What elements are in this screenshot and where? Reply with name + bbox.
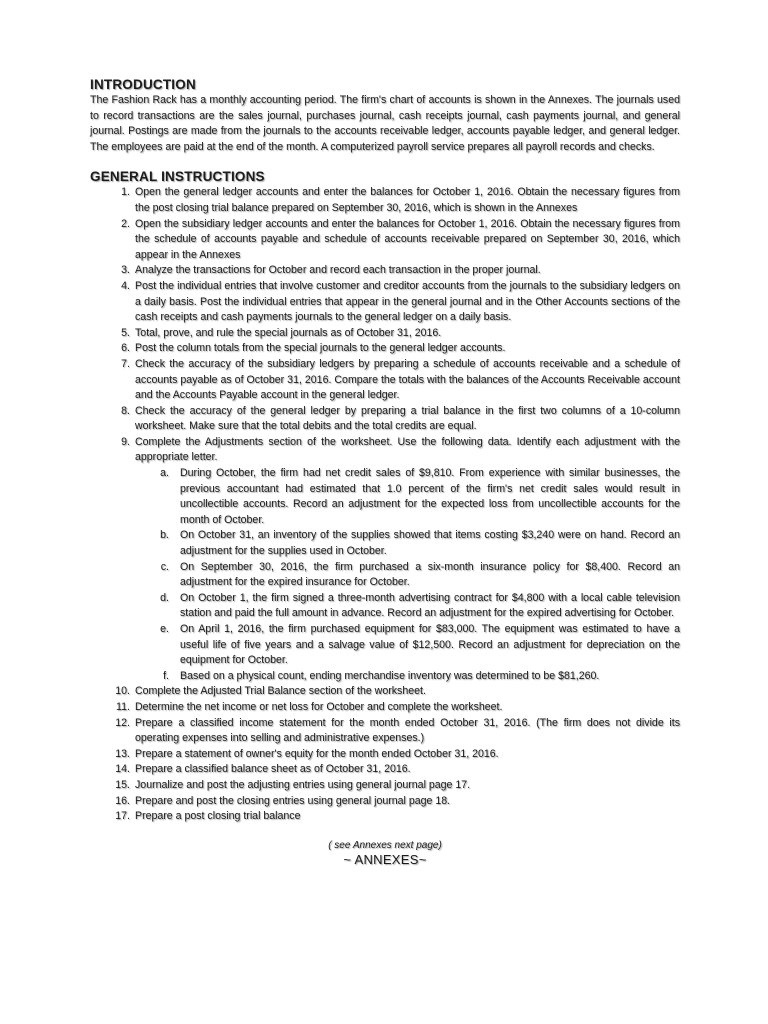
list-item-text: Journalize and post the adjusting entries using general journal page 17. <box>135 778 471 791</box>
list-item-text: Post the individual entries that involve customer and creditor accounts from the journals to the subsidiary ledgers on a daily basis. Post the individual entries that appear in the general journal and in the Other Accounts sections of the cash receipts and cash payments journals to the general ledger on a daily basis. <box>135 279 680 324</box>
instructions-list <box>90 185 680 824</box>
sub-list-item-text: On October 1, the firm signed a three-month advertising contract for $4,800 with a local cable television station and paid the full amount in advance. Record an adjustment for the expired advertising for October. <box>180 591 680 620</box>
sub-list-item-letter: a. <box>160 467 169 480</box>
list-item-text: Complete the Adjustments section of the worksheet. Use the following data. Identify each adjustment with the appropriate letter. <box>135 435 680 464</box>
list-item-text: Check the accuracy of the general ledger by preparing a trial balance in the first two columns of a 10-column worksheet. Make sure that the total debits and the total credits are equal. <box>135 404 680 433</box>
list-item-number: 17. <box>115 810 130 823</box>
list-item-text: Analyze the transactions for October and record each transaction in the proper journal. <box>135 264 541 277</box>
list-item <box>90 404 680 435</box>
sub-list-item <box>135 669 680 685</box>
list-item <box>90 279 680 326</box>
list-item-number: 4. <box>121 279 130 292</box>
sub-list-item <box>135 528 680 559</box>
list-item-number: 10. <box>115 685 130 698</box>
intro-heading: INTRODUCTION <box>90 77 196 92</box>
list-item <box>90 217 680 264</box>
list-item <box>90 435 680 685</box>
list-item <box>90 762 680 778</box>
list-item-number: 16. <box>115 794 130 807</box>
intro-paragraph: The Fashion Rack has a monthly accounting period. The firm's chart of accounts is shown in the Annexes. The journals used to record transactions are the sales journal, purchases journal, cash receipts journal, cash payments journal, and general journal. Postings are made from the journals to the accounts receivable ledger, accounts payable ledger, and general ledger. The employees are paid at the end of the month. A computerized payroll service prepares all payroll records and checks. <box>90 94 680 153</box>
list-item <box>90 684 680 700</box>
list-item <box>90 747 680 763</box>
list-item <box>90 326 680 342</box>
list-item <box>90 778 680 794</box>
list-item-text: Open the general ledger accounts and enter the balances for October 1, 2016. Obtain the necessary figures from the post closing trial balance prepared on September 30, 2016, which is shown in the Annexes <box>135 186 680 214</box>
sub-list-item-text: During October, the firm had net credit sales of $9,810. From experience with similar businesses, the previous accountant had estimated that 1.0 percent of the firm's net credit sales would result in uncollectible accounts. Record an adjustment for the expected loss from uncollectible accounts for the month of October. <box>180 467 680 526</box>
list-item <box>90 716 680 747</box>
list-item-text: Prepare a post closing trial balance <box>135 810 301 823</box>
list-item-number: 11. <box>116 700 130 713</box>
list-item-number: 3. <box>121 264 130 277</box>
sub-list-item-text: On April 1, 2016, the firm purchased equipment for $83,000. The equipment was estimated to have a useful life of five years and a salvage value of $12,500. Record an adjustment for depreciation on the equipment for October. <box>180 623 680 667</box>
list-item-number: 9. <box>121 435 130 448</box>
list-item-text: Prepare a statement of owner's equity for the month ended October 31, 2016. <box>135 747 499 760</box>
list-item-text: Total, prove, and rule the special journals as of October 31, 2016. <box>135 326 442 339</box>
list-item <box>90 341 680 357</box>
sub-list-item-letter: c. <box>160 560 169 573</box>
sub-list-item-letter: d. <box>160 591 169 604</box>
list-item-text: Prepare and post the closing entries using general journal page 18. <box>135 794 451 807</box>
sub-list-item-letter: b. <box>160 529 169 542</box>
list-item-number: 7. <box>121 357 130 370</box>
list-item-number: 15. <box>115 778 130 791</box>
sub-list-item-text: On September 30, 2016, the firm purchased a six-month insurance policy for $8,400. Record an adjustment for the expired insurance for October. <box>180 560 680 589</box>
sub-list-item <box>135 560 680 591</box>
sub-list-item-letter: e. <box>160 623 169 635</box>
list-item <box>90 185 680 216</box>
sub-list-item <box>135 591 680 622</box>
list-item-text: Prepare a classified income statement for the month ended October 31, 2016. (The firm does not divide its operating expenses into selling and administrative expenses.) <box>135 716 680 745</box>
list-item-number: 13. <box>115 747 130 760</box>
list-item-number: 5. <box>121 326 130 339</box>
list-item-text: Complete the Adjusted Trial Balance section of the worksheet. <box>135 685 426 698</box>
instructions-heading: GENERAL INSTRUCTIONS <box>90 169 265 185</box>
annexes-title: ~ ANNEXES~ <box>343 851 427 867</box>
list-item <box>90 794 680 810</box>
list-item-number: 12. <box>115 716 130 729</box>
list-item-number: 1. <box>121 186 130 199</box>
list-item-text: Open the subsidiary ledger accounts and enter the balances for October 1, 2016. Obtain the necessary figures from the schedule of accounts payable and schedule of accounts receivable prepared on September 30, 2016, which appear in the Annexes <box>135 217 680 261</box>
list-item-text: Determine the net income or net loss for October and complete the worksheet. <box>135 700 503 713</box>
list-item <box>90 357 680 404</box>
list-item-text: Check the accuracy of the subsidiary ledgers by preparing a schedule of accounts receivable and a schedule of accounts payable as of October 31, 2016. Compare the totals with the balances of the Accounts Receivable account and the Accounts Payable account in the general ledger. <box>135 357 680 402</box>
list-item-text: Prepare a classified balance sheet as of October 31, 2016. <box>135 763 411 776</box>
list-item-text: Post the column totals from the special journals to the general ledger accounts. <box>135 342 506 355</box>
sub-list-item <box>135 622 680 669</box>
see-annexes-note: ( see Annexes next page) <box>328 839 442 851</box>
sub-list-item-text: On October 31, an inventory of the supplies showed that items costing $3,240 were on hand. Record an adjustment for the supplies used in October. <box>180 529 680 558</box>
sub-list-item <box>135 466 680 528</box>
sub-list-item-letter: f. <box>163 669 169 682</box>
adjustments-list <box>135 466 680 684</box>
list-item <box>90 809 680 825</box>
list-item-number: 6. <box>121 342 130 355</box>
list-item-number: 14. <box>115 763 130 776</box>
list-item <box>90 700 680 716</box>
list-item-number: 2. <box>121 217 130 230</box>
list-item-number: 8. <box>121 404 130 417</box>
sub-list-item-text: Based on a physical count, ending merchandise inventory was determined to be $81,260. <box>180 669 600 682</box>
list-item <box>90 263 680 279</box>
